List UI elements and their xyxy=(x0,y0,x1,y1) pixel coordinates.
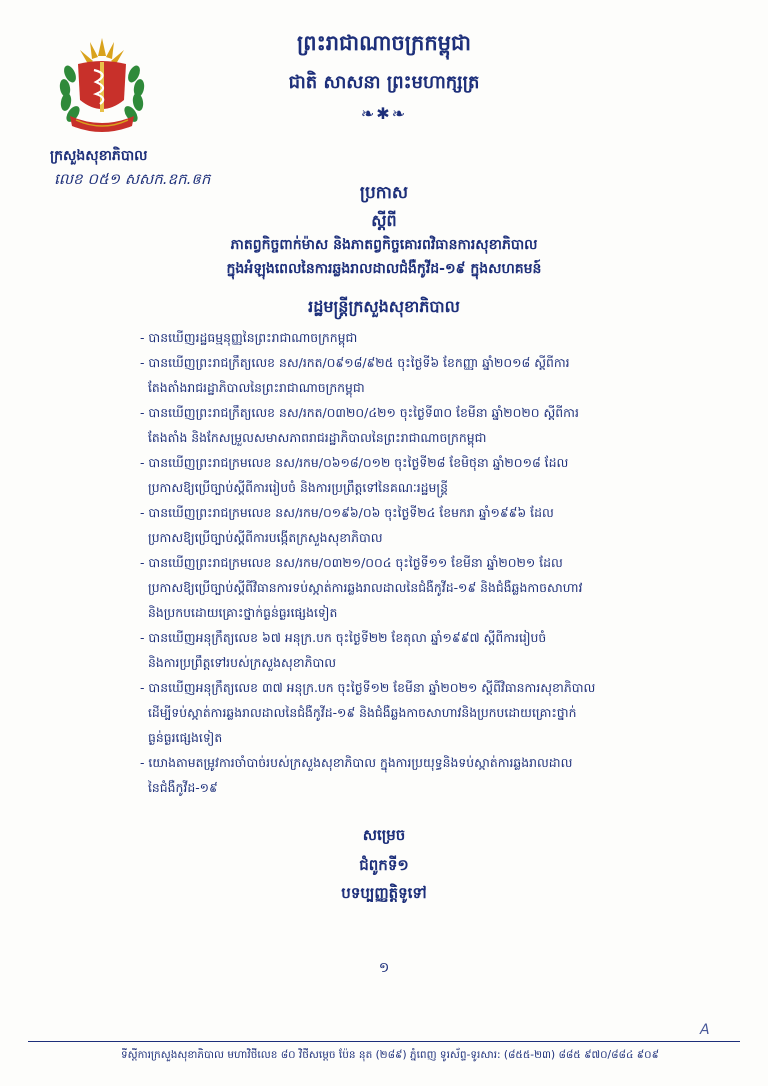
consideration-line: នៃជំងឺកូវីដ-១៩ xyxy=(148,780,218,795)
ministry-logo-icon xyxy=(52,34,152,142)
document-title-line-2: ក្នុងអំឡុងពេលនៃការឆ្លងរាលដាលជំងឺកូវីដ-១៩ ក្នុងសហគមន៍ xyxy=(226,261,542,277)
considerations-list xyxy=(140,325,685,800)
list-item xyxy=(140,550,685,625)
consideration-line: ប្រកាសឱ្យប្រើច្បាប់ស្ដីពីវិធានការទប់ស្កាត់ការឆ្លងរាលដាលនៃជំងឺកូវីដ-១៩ និងជំងឺឆ្លងកាចសាហាវ xyxy=(148,580,583,595)
document-about: ស្ដីពី xyxy=(371,211,397,230)
footer-divider xyxy=(28,1041,740,1042)
consideration-line: ប្រកាសឱ្យប្រើច្បាប់ស្ដីពីការរៀបចំ និងការប្រព្រឹត្តទៅនៃគណៈរដ្ឋមន្ត្រី xyxy=(148,480,448,495)
list-item xyxy=(140,625,685,675)
list-item xyxy=(140,675,685,750)
consideration-line: តែងតាំងរាជរដ្ឋាភិបាលនៃព្រះរាជាណាចក្រកម្ពុជា xyxy=(148,380,365,395)
consideration-line: តែងតាំង និងកែសម្រួលសមាសភាពរាជរដ្ឋាភិបាលនៃព្រះរាជាណាចក្រកម្ពុជា xyxy=(148,430,487,445)
reference-number: លេខ ០៥១ សសក.ឧក.ឲក xyxy=(54,170,211,188)
consideration-line: - បានឃើញព្រះរាជក្រឹត្យលេខ នស/រកត/០៣២០/៤២១ ចុះថ្ងៃទី៣០ ខែមីនា ឆ្នាំ២០២០ ស្ដីពីការ xyxy=(140,405,579,420)
consideration-line: - បានឃើញព្រះរាជក្រមលេខ នស/រកម/០១៩៦/០៦ ចុះថ្ងៃទី២៤ ខែមករា ឆ្នាំ១៩៩៦ ដែល xyxy=(140,505,554,520)
decision-heading: សម្រេច xyxy=(362,826,406,844)
consideration-line: - បានឃើញព្រះរាជក្រឹត្យលេខ នស/រកត/០៩១៨/៩២៥ ចុះថ្ងៃទី៦ ខែកញ្ញា ឆ្នាំ២០១៨ ស្ដីពីការ xyxy=(140,355,570,370)
list-item xyxy=(140,325,685,350)
consideration-line: និងប្រកបដោយគ្រោះថ្នាក់ធ្ងន់ធ្ងរផ្សេងទៀត xyxy=(148,605,338,620)
issuer-title: រដ្ឋមន្ត្រីក្រសួងសុខាភិបាល xyxy=(308,297,460,316)
document-title-line-1: ភាតព្វកិច្ចពាក់ម៉ាស និងភាតព្វកិច្ចគោរពវិធានការសុខាភិបាល xyxy=(230,237,538,253)
list-item xyxy=(140,750,685,800)
handwritten-mark: A xyxy=(700,1022,710,1038)
footer-address: ទីស្ដីការក្រសួងសុខាភិបាល មហាវិថីលេខ ៨០ វិថីសម្ដេច ប៉ែន នុត (២៨៩) ភ្នំពេញ ទូរស័ព្ទ-ទូរសារ: (៨៥៥-២៣) ៨៨៥ ៩៧០/៨៨៤ ៩០៩ xyxy=(120,1049,660,1061)
consideration-line: - បានឃើញអនុក្រឹត្យលេខ ៣៧ អនុក្រ.បក ចុះថ្ងៃទី១២ ខែមីនា ឆ្នាំ២០២១ ស្ដីពីវិធានការសុខាភិបាល xyxy=(140,680,596,695)
consideration-line: - បានឃើញអនុក្រឹត្យលេខ ៦៧ អនុក្រ.បក ចុះថ្ងៃទី២២ ខែតុលា ឆ្នាំ១៩៩៧ ស្ដីពីការរៀបចំ xyxy=(140,630,547,645)
consideration-line: ប្រកាសឱ្យប្រើច្បាប់ស្ដីពីការបង្កើតក្រសួងសុខាភិបាល xyxy=(148,530,383,545)
kingdom-heading: ព្រះរាជាណាចក្រកម្ពុជា xyxy=(296,31,471,55)
consideration-line: - បានឃើញព្រះរាជក្រមលេខ នស/រកម/០៣២១/០០៤ ចុះថ្ងៃទី១១ ខែមីនា ឆ្នាំ២០២១ ដែល xyxy=(140,555,563,570)
national-motto: ជាតិ សាសនា ព្រះមហាក្សត្រ xyxy=(288,72,480,93)
list-item xyxy=(140,350,685,400)
list-item xyxy=(140,500,685,550)
consideration-line: - យោងតាមតម្រូវការចាំបាច់របស់ក្រសួងសុខាភិបាល ក្នុងការប្រយុទ្ធនិងទប់ស្កាត់ការឆ្លងរាលដាល xyxy=(140,755,573,770)
ornament-divider: ❧✱❧ xyxy=(360,104,408,123)
consideration-line: - បានឃើញរដ្ឋធម្មនុញ្ញនៃព្រះរាជាណាចក្រកម្ពុជា xyxy=(140,330,358,345)
ministry-name: ក្រសួងសុខាភិបាល xyxy=(50,148,148,164)
chapter-heading: ជំពូកទី១ xyxy=(359,856,409,874)
consideration-line: ដើម្បីទប់ស្កាត់ការឆ្លងរាលដាលនៃជំងឺកូវីដ-១៩ និងជំងឺឆ្លងកាចសាហាវនិងប្រកបដោយគ្រោះថ្នាក់ xyxy=(148,705,577,720)
list-item xyxy=(140,450,685,500)
document-type: ប្រកាស xyxy=(359,183,409,203)
list-item xyxy=(140,400,685,450)
consideration-line: ធ្ងន់ធ្ងរផ្សេងទៀត xyxy=(148,730,223,745)
consideration-line: និងការប្រព្រឹត្តទៅរបស់ក្រសួងសុខាភិបាល xyxy=(148,655,337,670)
page-number: ១ xyxy=(378,960,390,976)
consideration-line: - បានឃើញព្រះរាជក្រមលេខ នស/រកម/០៦១៨/០១២ ចុះថ្ងៃទី២៨ ខែមិថុនា ឆ្នាំ២០១៨ ដែល xyxy=(140,455,569,470)
chapter-title: បទប្បញ្ញត្តិទូទៅ xyxy=(341,884,427,902)
